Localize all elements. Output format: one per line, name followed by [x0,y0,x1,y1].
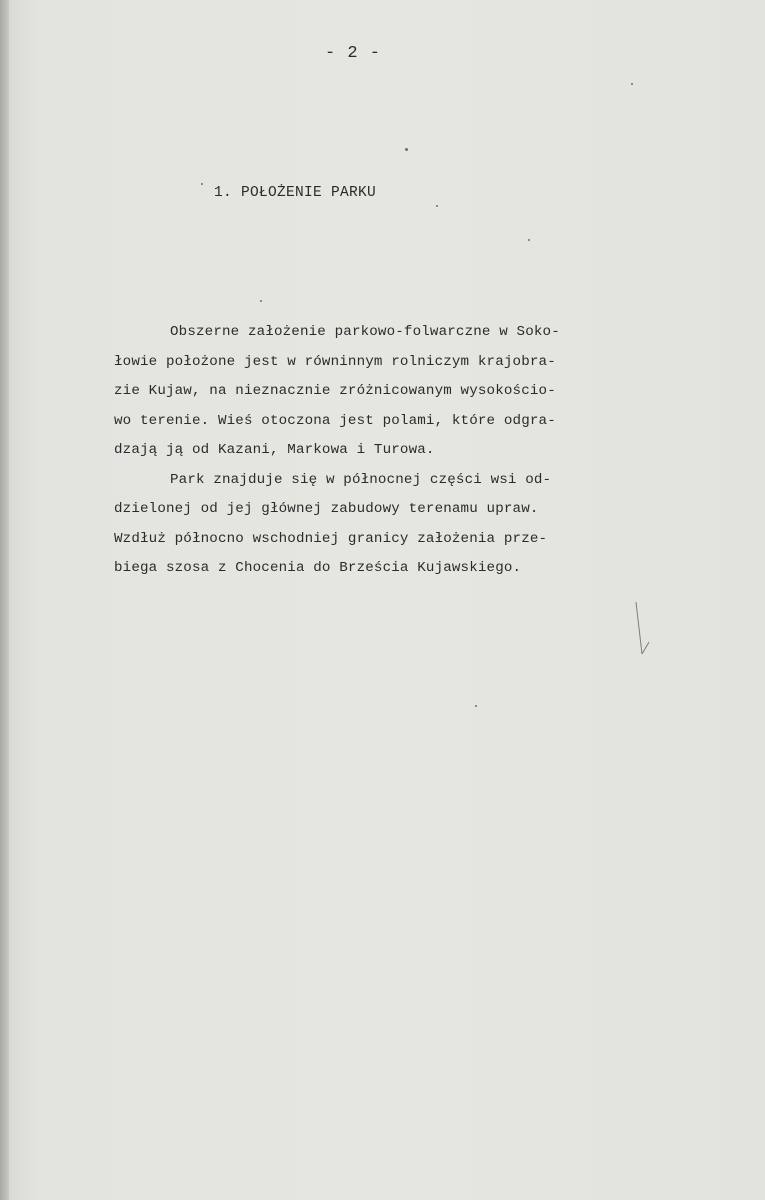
page-number: - 2 - [324,44,381,63]
section-heading: 1. POŁOŻENIE PARKU [214,185,377,201]
paragraph-1-line-2: łowie położone jest w równinnym rolniczym krajobra- [114,353,556,370]
paragraph-1-line-5: dzają ją od Kazani, Markowa i Turowa. [114,442,435,458]
paragraph-1-line-3: zie Kujaw, na nieznacznie zróżnicowanym wysokościo- [114,383,556,399]
paragraph-1-line-4: wo terenie. Wieś otoczona jest polami, które odgra- [114,412,556,429]
scan-speck [631,83,633,85]
scan-speck [436,205,438,207]
paragraph-2-line-1: Park znajduje się w północnej części wsi od- [170,471,552,488]
scan-speck [528,239,530,241]
body-text [114,318,654,584]
paragraph-2-line-3: Wzdłuż północno wschodniej granicy założenia prze- [114,530,548,547]
pencil-tick-mark [634,600,652,662]
paragraph-1-line-1: Obszerne założenie parkowo-folwarczne w Soko- [170,324,560,340]
paragraph-2-line-4: biega szosa z Chocenia do Brześcia Kujawskiego. [114,560,522,576]
page-binding-edge [0,0,9,1200]
scan-speck [475,705,477,707]
scan-speck [405,148,408,151]
paragraph-2-line-2: dzielonej od jej głównej zabudowy terenamu upraw. [114,501,539,517]
scan-speck [260,300,262,302]
scan-speck [201,183,203,185]
